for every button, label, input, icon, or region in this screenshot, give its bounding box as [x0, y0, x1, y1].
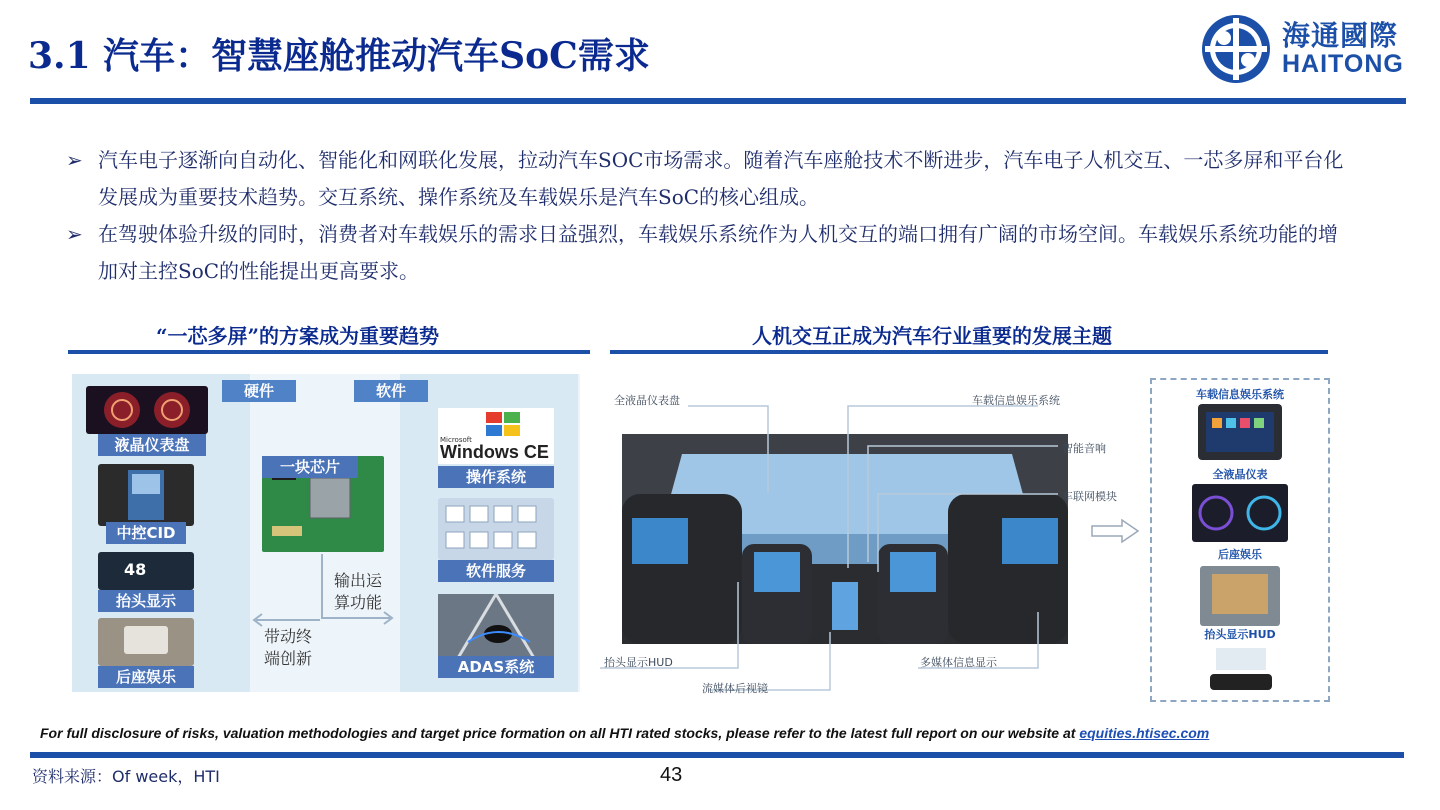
arrow-bullet-icon: ➢: [66, 222, 83, 246]
center-cid-image: [98, 464, 194, 526]
left-figure-caption: “一芯多屏”的方案成为重要趋势: [156, 324, 440, 348]
hw-label-hud: 抬头显示: [98, 590, 194, 612]
callout-telematics: 车联网模块: [1062, 490, 1117, 503]
bullet-text: 汽车电子逐渐向自动化、智能化和网联化发展，拉动汽车SOC市场需求。随着汽车座舱技术不断进步，汽车电子人机交互、一芯多屏和平台化发展成为重要技术趋势。交互系统、操作系统及车载娱乐是汽车SoC的核心组成。: [98, 148, 1344, 209]
callout-multimedia-display: 多媒体信息显示: [920, 656, 997, 669]
logo-english-text: HAITONG: [1282, 50, 1404, 78]
bullet-list: [66, 142, 1356, 290]
title-divider: [30, 98, 1406, 104]
source-note: 资料来源：Of week，HTI: [32, 767, 220, 786]
hw-label-center-cid: 中控CID: [106, 522, 186, 544]
chip-label: 一块芯片: [262, 456, 358, 478]
infotainment-unit-image: [1198, 404, 1282, 460]
hud-device-image: [1206, 646, 1276, 694]
adas-image: [438, 594, 554, 658]
sw-label-adas: ADAS系统: [438, 656, 554, 678]
website-link[interactable]: equities.htisec.com: [1079, 725, 1210, 741]
callout-hud: 抬头显示HUD: [604, 656, 673, 669]
hardware-tag: 硬件: [222, 380, 296, 402]
drive-innovation-text: 带动终 端创新: [264, 627, 313, 668]
bullet-text: 在驾驶体验升级的同时，消费者对车载娱乐的需求日益强烈，车载娱乐系统作为人机交互的端口拥有广阔的市场空间。车载娱乐系统功能的增加对主控SoC的性能提出更高要求。: [98, 222, 1338, 283]
callout-lcd-dashboard: 全液晶仪表盘: [614, 394, 680, 407]
windows-ce-logo: Microsoft Windows CE: [438, 408, 554, 464]
right-caption-rule: [610, 350, 1328, 354]
components-box: [1150, 378, 1330, 702]
callout-streaming-mirror: 流媒体后视镜: [702, 682, 768, 695]
callout-smart-speaker: 智能音响: [1062, 442, 1106, 455]
hud-readout: 48: [124, 560, 147, 579]
side-label-rear-seat: 后座娱乐: [1218, 548, 1262, 561]
footer-divider: [30, 752, 1404, 758]
left-caption-rule: [68, 350, 590, 354]
page-title: 3.1 汽车：智慧座舱推动汽车SoC需求: [28, 35, 650, 77]
software-services-image: [438, 498, 554, 560]
side-label-hud: 抬头显示HUD: [1204, 628, 1276, 641]
lcd-cluster-image: [1192, 484, 1288, 542]
right-figure-caption: 人机交互正成为汽车行业重要的发展主题: [752, 324, 1112, 348]
right-arrow-icon: [1090, 518, 1140, 544]
arrow-bullet-icon: ➢: [66, 148, 83, 172]
hud-image: [98, 552, 194, 590]
callout-leader-lines: [598, 372, 1068, 702]
callout-infotainment: 车载信息娱乐系统: [972, 394, 1060, 407]
rear-seat-image: [98, 618, 194, 666]
hw-label-lcd-dashboard: 液晶仪表盘: [98, 434, 206, 456]
sw-label-services: 软件服务: [438, 560, 554, 582]
side-label-infotainment: 车载信息娱乐系统: [1196, 388, 1284, 401]
sw-label-os: 操作系统: [438, 466, 554, 488]
software-tag: 软件: [354, 380, 428, 402]
bullet-item: [66, 216, 1356, 290]
one-chip-multi-screen-diagram: [72, 374, 580, 692]
output-compute-text: 输出运 算功能: [334, 571, 383, 612]
disclosure-note: For full disclosure of risks, valuation methodologies and target price formation on all HTI rated stocks, please refer to the latest full report on our website at equities.htisec.com: [40, 725, 1210, 741]
side-label-lcd-cluster: 全液晶仪表: [1212, 468, 1268, 481]
logo-chinese-text: 海通國際: [1282, 19, 1399, 52]
lcd-dashboard-image: [86, 386, 208, 434]
hmi-diagram: [598, 372, 1348, 702]
bullet-item: [66, 142, 1356, 216]
rear-seat-screen-image: [1200, 566, 1280, 626]
page-number: 43: [660, 764, 683, 786]
hw-label-rear-seat: 后座娱乐: [98, 666, 194, 688]
